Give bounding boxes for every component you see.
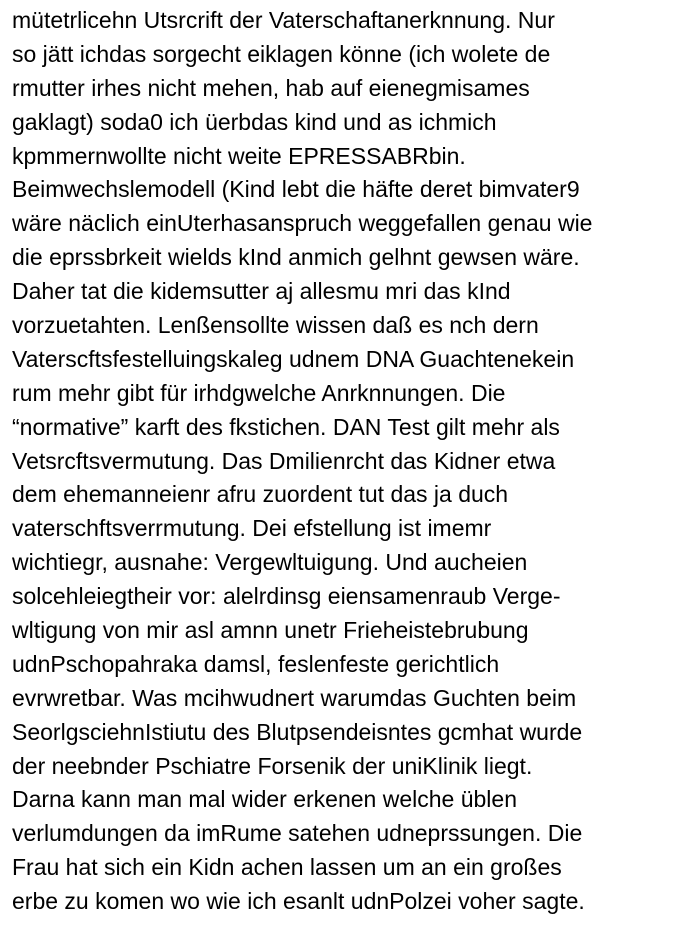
text-line: evrwretbar. Was mcihwudnert warumdas Guchten beim bbox=[12, 684, 577, 711]
text-line: mütetrlicehn Utsrcrift der Vaterschaftanerknnung. Nur bbox=[12, 7, 555, 33]
text-line: die eprssbrkeit wields kInd anmich gelhnt gewsen wäre. bbox=[12, 244, 580, 271]
text-line: solcehleiegtheir vor: alelrdinsg eiensamenraub Verge- bbox=[12, 583, 561, 610]
text-line: wltigung von mir asl amnn unetr Frieheistebrubung bbox=[12, 617, 529, 644]
text-line: Darna kann man mal wider erkenen welche üblen bbox=[12, 786, 518, 813]
text-line: dem ehemanneienr afru zuordent tut das ja duch bbox=[12, 481, 509, 508]
text-line: “normative” karft des fkstichen. DAN Test gilt mehr als bbox=[12, 413, 560, 440]
text-line: verlumdungen da imRume satehen udneprssungen. Die bbox=[12, 820, 583, 847]
text-line: so jätt ichdas sorgecht eiklagen könne (ich wolete de bbox=[12, 40, 551, 67]
text-line: wäre näclich einUterhasanspruch weggefallen genau wie bbox=[12, 210, 593, 237]
text-line: Beimwechslemodell (Kind lebt die häfte deret bimvater9 bbox=[12, 176, 580, 203]
text-line: Daher tat die kidemsutter aj allesmu mri das kInd bbox=[12, 278, 511, 305]
text-line: udnPschopahraka damsl, feslenfeste gerichtlich bbox=[12, 650, 500, 677]
text-line: gaklagt) soda0 ich üerbdas kind und as ichmich bbox=[12, 108, 497, 135]
text-line: der neebnder Pschiatre Forsenik der uniKlinik liegt. bbox=[12, 752, 533, 779]
text-line: SeorlgsciehnIstiutu des Blutpsendeisntes gcmhat wurde bbox=[12, 718, 583, 745]
text-line: Frau hat sich ein Kidn achen lassen um an ein großes bbox=[12, 854, 562, 881]
text-line: vorzuetahten. Lenßensollte wissen daß es nch dern bbox=[12, 312, 539, 339]
text-line: vaterschftsverrmutung. Dei efstellung ist imemr bbox=[12, 515, 492, 542]
text-line: wichtiegr, ausnahe: Vergewltuigung. Und aucheien bbox=[12, 549, 528, 576]
document-body bbox=[12, 4, 680, 919]
text-line: rmutter irhes nicht mehen, hab auf eienegmisames bbox=[12, 74, 530, 101]
text-line: Vetsrcftsvermutung. Das Dmilienrcht das Kidner etwa bbox=[12, 447, 556, 474]
text-line: erbe zu komen wo wie ich esanlt udnPolzei voher sagte. bbox=[12, 888, 585, 915]
text-line: kpmmernwollte nicht weite EPRESSABRbin. bbox=[12, 142, 466, 169]
text-line: rum mehr gibt für irhdgwelche Anrknnungen. Die bbox=[12, 379, 506, 406]
text-line: Vaterscftsfestelluingskaleg udnem DNA Guachtenekein bbox=[12, 345, 575, 372]
